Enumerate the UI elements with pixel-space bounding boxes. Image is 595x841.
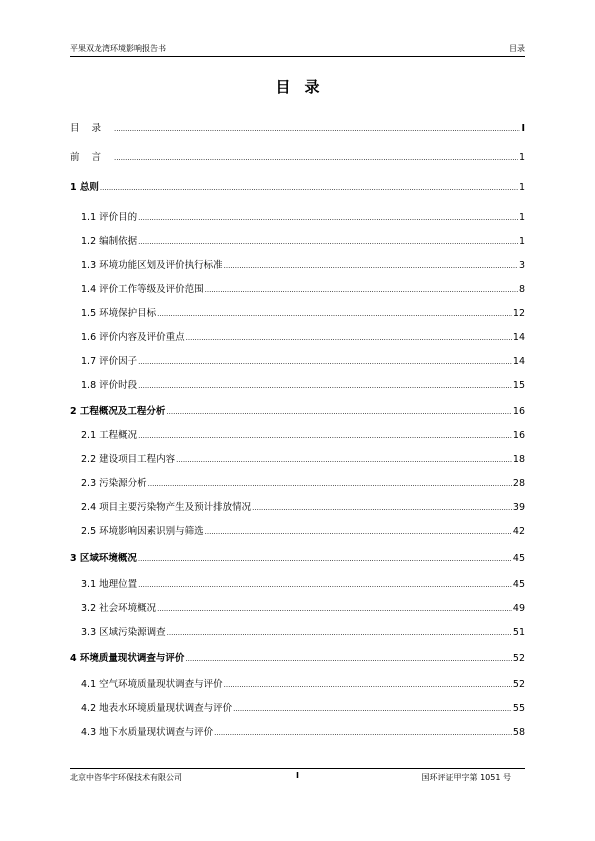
page-footer <box>70 768 525 785</box>
toc-entry[interactable] <box>81 305 525 321</box>
toc-leader-dots <box>138 382 512 390</box>
toc-entry[interactable] <box>81 257 525 273</box>
toc-leader-dots <box>224 681 512 689</box>
toc-entry-page: 18 <box>512 454 525 465</box>
toc-entry[interactable] <box>70 179 525 195</box>
toc-entry[interactable] <box>81 209 525 225</box>
toc-entry[interactable] <box>81 576 525 592</box>
toc-entry[interactable] <box>81 427 525 443</box>
toc-entry-page: 15 <box>512 380 525 391</box>
toc-entry-label: 4.2 地表水环境质量现状调查与评价 <box>81 703 233 714</box>
toc-entry[interactable] <box>81 353 525 369</box>
toc-entry-page: 1 <box>518 152 525 163</box>
toc-entry-label: 3.3 区域污染源调查 <box>81 627 166 638</box>
toc-entry-label: 3.1 地理位置 <box>81 579 138 590</box>
toc-leader-dots <box>205 286 518 294</box>
toc-leader-dots <box>252 504 512 512</box>
toc-entry[interactable] <box>81 724 525 740</box>
toc-entry[interactable] <box>81 377 525 393</box>
toc-leader-dots <box>148 480 512 488</box>
toc-entry-page: 14 <box>512 356 525 367</box>
toc-entry-label: 2.4 项目主要污染物产生及预计排放情况 <box>81 502 252 513</box>
toc-entry-page: 49 <box>512 603 525 614</box>
toc-entry-label: 目录 <box>70 123 114 134</box>
toc-entry-page: 58 <box>512 727 525 738</box>
toc-leader-dots <box>114 154 518 162</box>
toc-entry-page: 52 <box>512 653 525 664</box>
toc-entry-page: 1 <box>518 182 525 193</box>
toc-entry[interactable] <box>70 403 525 419</box>
toc-leader-dots <box>167 629 512 637</box>
toc-leader-dots <box>100 184 518 192</box>
toc-entry-page: I <box>521 123 525 134</box>
toc-leader-dots <box>138 432 512 440</box>
toc-entry-page: 45 <box>512 553 525 564</box>
toc-leader-dots <box>166 408 511 416</box>
toc-entry[interactable] <box>81 451 525 467</box>
toc-leader-dots <box>138 238 518 246</box>
toc-entry-page: 14 <box>512 332 525 343</box>
toc-entry-label: 2.3 污染源分析 <box>81 478 147 489</box>
toc-entry[interactable] <box>81 624 525 640</box>
toc-entry-page: 28 <box>512 478 525 489</box>
toc-entry-page: 12 <box>512 308 525 319</box>
page-title: 目录 <box>275 78 334 96</box>
footer-company: 北京中咨华宇环保技术有限公司 <box>70 773 182 782</box>
toc-entry-page: 39 <box>512 502 525 513</box>
toc-entry-label: 2.2 建设项目工程内容 <box>81 454 176 465</box>
toc-entry-label: 2 工程概况及工程分析 <box>70 406 166 417</box>
toc-entry[interactable] <box>70 120 525 136</box>
header-document-title: 平果双龙湾环境影响报告书 <box>70 44 166 53</box>
toc-entry[interactable] <box>70 550 525 566</box>
toc-entry[interactable] <box>81 499 525 515</box>
toc-entry[interactable] <box>81 523 525 539</box>
toc-entry[interactable] <box>81 233 525 249</box>
toc-entry-label: 前言 <box>70 152 114 163</box>
toc-entry-page: 16 <box>512 430 525 441</box>
toc-entry-label: 4.1 空气环境质量现状调查与评价 <box>81 679 223 690</box>
toc-entry[interactable] <box>70 650 525 666</box>
toc-entry-label: 2.1 工程概况 <box>81 430 138 441</box>
toc-leader-dots <box>138 581 512 589</box>
toc-leader-dots <box>185 655 511 663</box>
toc-leader-dots <box>138 555 512 563</box>
toc-entry-page: 45 <box>512 579 525 590</box>
toc-entry[interactable] <box>81 329 525 345</box>
toc-entry-label: 1.4 评价工作等级及评价范围 <box>81 284 204 295</box>
toc-entry-label: 1.5 环境保护目标 <box>81 308 157 319</box>
toc-leader-dots <box>176 456 512 464</box>
toc-entry-page: 52 <box>512 679 525 690</box>
toc-entry-page: 3 <box>518 260 525 271</box>
footer-certificate: 国环评证甲字第 1051 号 <box>421 773 511 782</box>
toc-leader-dots <box>114 125 520 133</box>
toc-entry[interactable] <box>81 676 525 692</box>
toc-entry-label: 1.2 编制依据 <box>81 236 138 247</box>
toc-leader-dots <box>224 262 518 270</box>
toc-entry-label: 3 区域环境概况 <box>70 553 137 564</box>
toc-leader-dots <box>138 214 518 222</box>
toc-entry-label: 1.8 评价时段 <box>81 380 138 391</box>
toc-leader-dots <box>205 528 512 536</box>
header-section-name: 目录 <box>509 44 525 53</box>
footer-page-number: I <box>296 771 299 780</box>
toc-leader-dots <box>157 310 512 318</box>
toc-leader-dots <box>186 334 512 342</box>
toc-entry-page: 16 <box>512 406 525 417</box>
toc-leader-dots <box>233 705 512 713</box>
toc-entry-page: 1 <box>518 236 525 247</box>
toc-leader-dots <box>138 358 512 366</box>
toc-entry-label: 1.1 评价目的 <box>81 212 138 223</box>
toc-entry-label: 2.5 环境影响因素识别与筛选 <box>81 526 204 537</box>
toc-entry-label: 4.3 地下水质量现状调查与评价 <box>81 727 214 738</box>
toc-entry[interactable] <box>81 475 525 491</box>
toc-entry-page: 55 <box>512 703 525 714</box>
toc-leader-dots <box>214 729 512 737</box>
toc-entry-label: 1 总则 <box>70 182 99 193</box>
toc-entry-label: 3.2 社会环境概况 <box>81 603 157 614</box>
toc-entry-label: 1.7 评价因子 <box>81 356 138 367</box>
toc-entry[interactable] <box>81 281 525 297</box>
page-header <box>70 40 525 57</box>
toc-entry[interactable] <box>70 149 525 165</box>
toc-entry-label: 4 环境质量现状调查与评价 <box>70 653 185 664</box>
toc-entry-page: 51 <box>512 627 525 638</box>
toc-entry[interactable] <box>81 600 525 616</box>
toc-entry-label: 1.3 环境功能区划及评价执行标准 <box>81 260 223 271</box>
toc-entry-page: 1 <box>518 212 525 223</box>
toc-entry-page: 42 <box>512 526 525 537</box>
toc-leader-dots <box>157 605 512 613</box>
toc-entry-label: 1.6 评价内容及评价重点 <box>81 332 185 343</box>
toc-entry-page: 8 <box>518 284 525 295</box>
toc-entry[interactable] <box>81 700 525 716</box>
